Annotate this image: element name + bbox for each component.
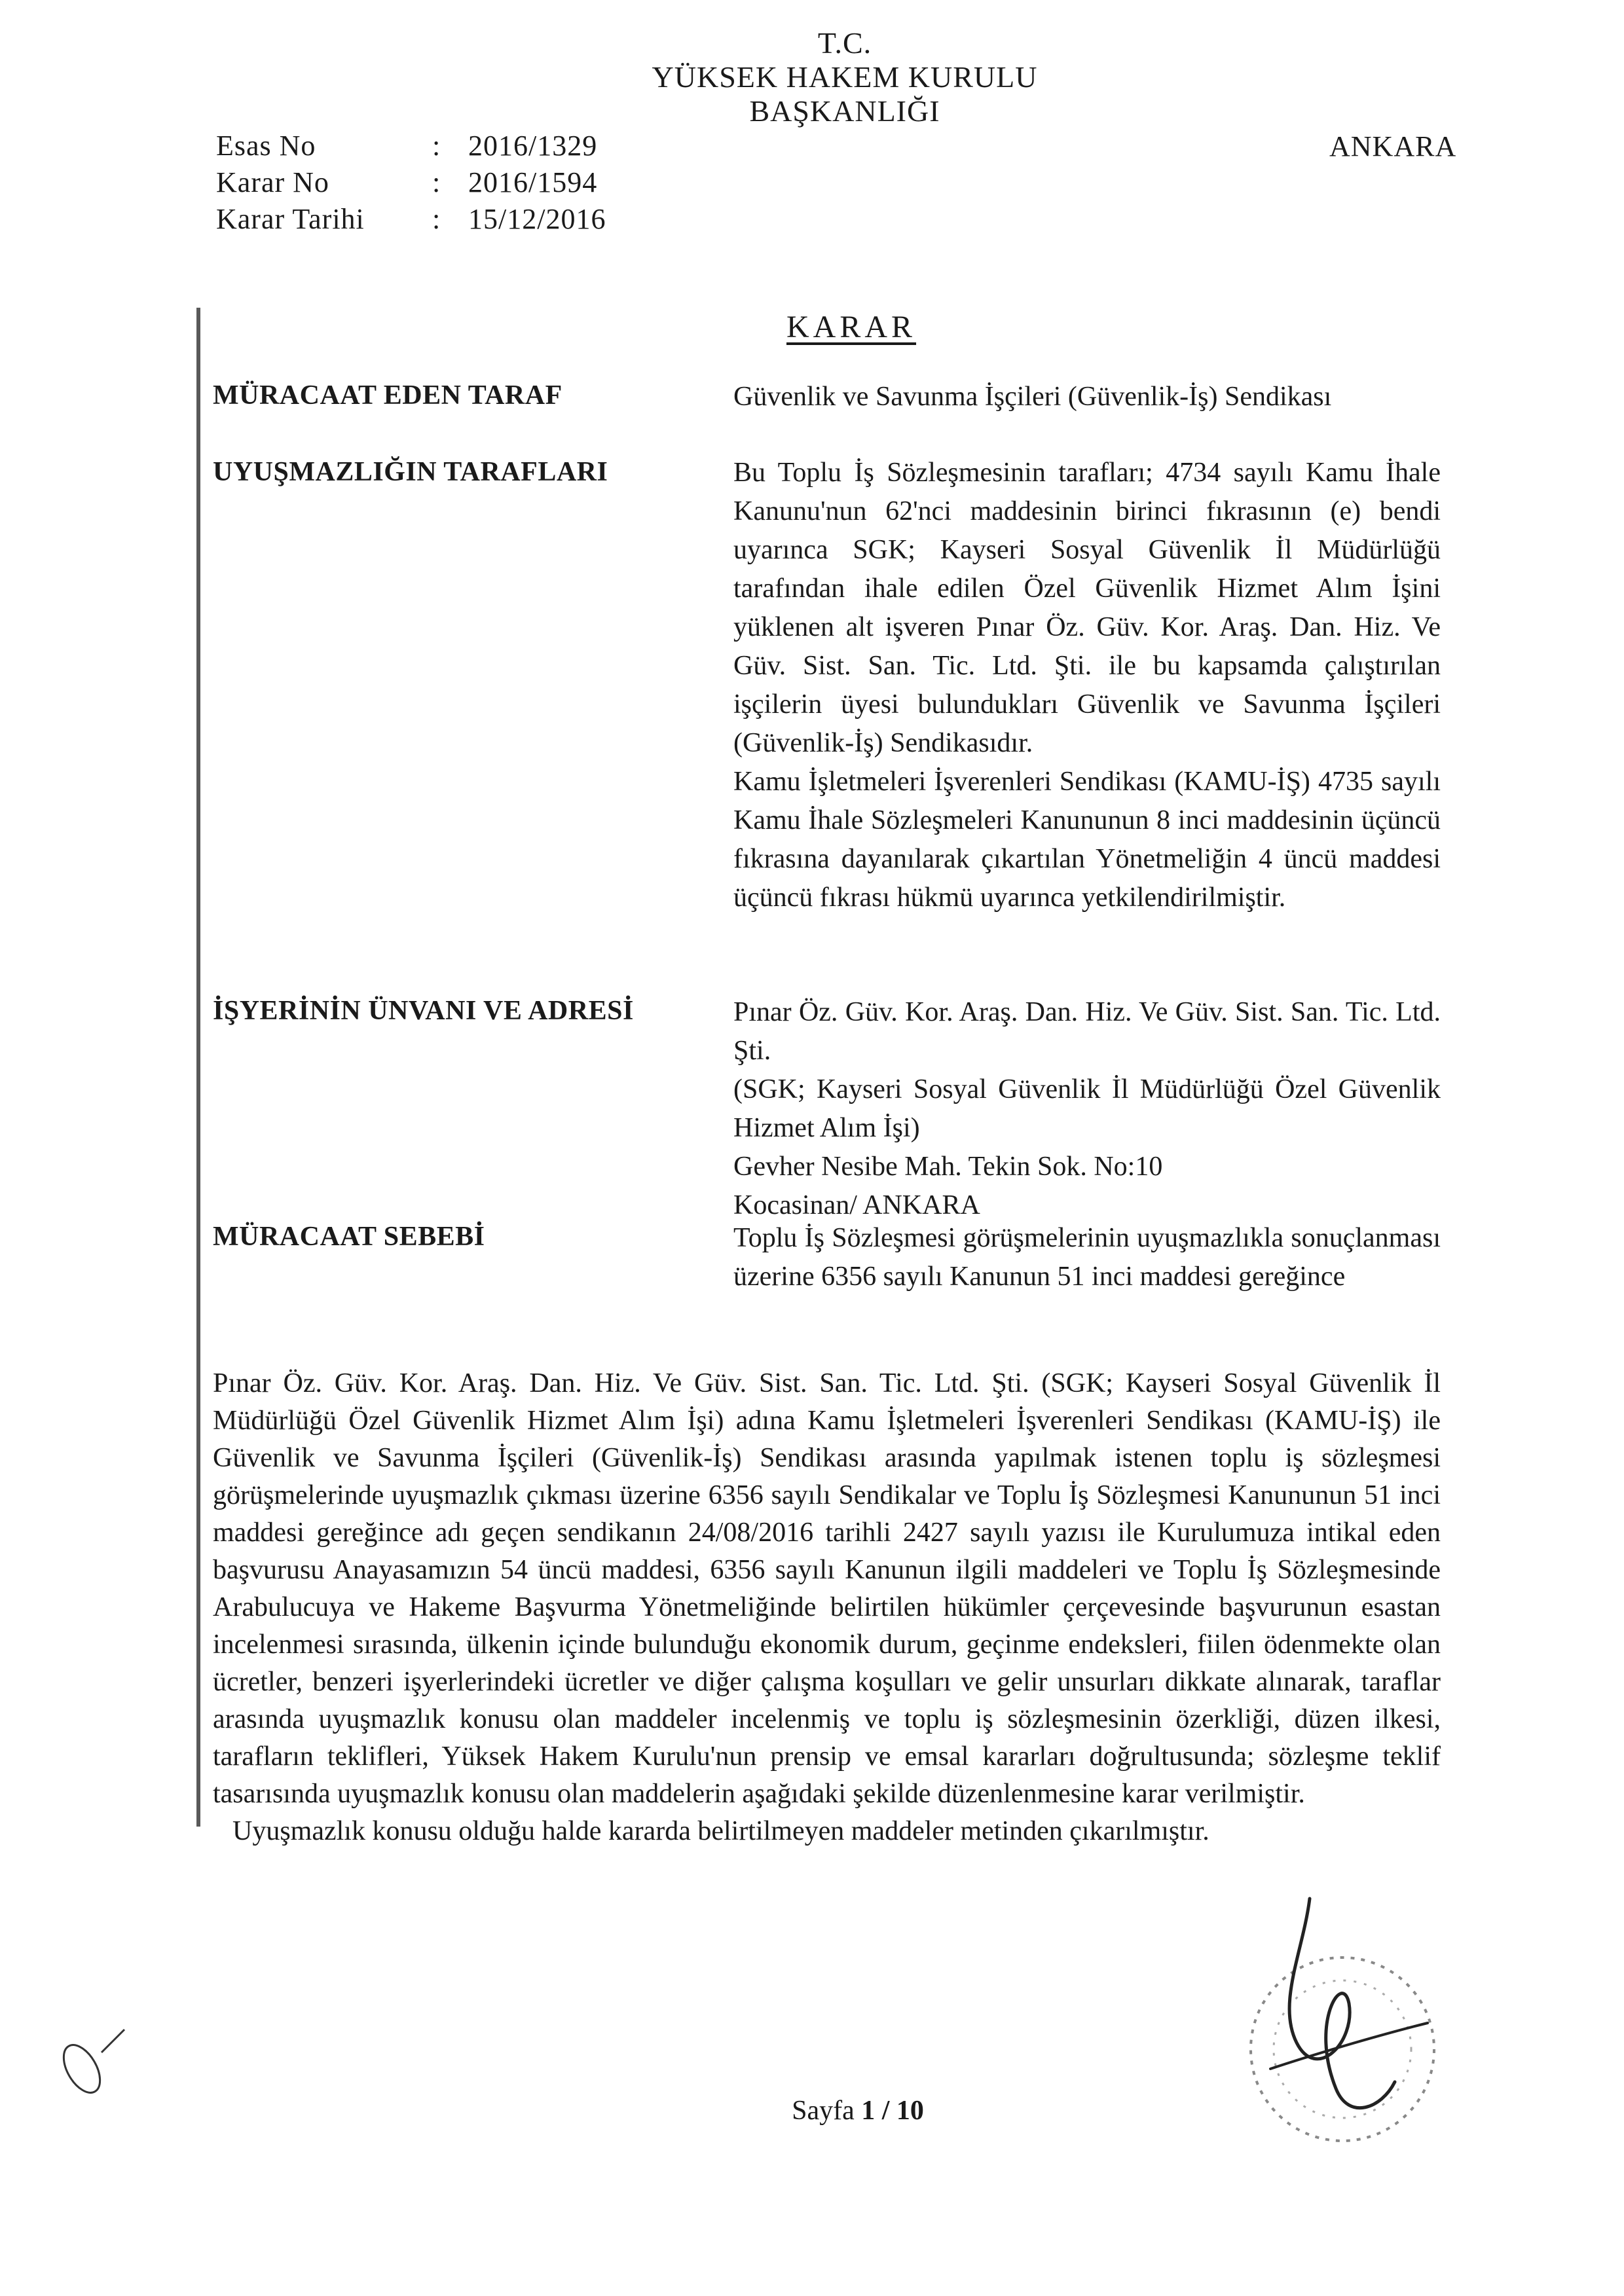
header-tc: T.C. bbox=[817, 26, 872, 60]
meta-tarih-label: Karar Tarihi bbox=[216, 203, 365, 235]
taraflar-paragraph-1: Bu Toplu İş Sözleşmesinin tarafları; 4734 sayılı Kamu İhale Kanunu'nun 62'nci maddesinin birinci fıkrasının (e) bendi uyarınca SGK; Kayseri Sosyal Güvenlik İl Müdürlüğü tarafından ihale edilen Özel Güvenlik Hizmet Alım İşini yüklenen alt işveren Pınar Öz. Güv. Kor. Araş. Dan. Hiz. Ve Güv. Sist. San. Tic. Ltd. Şti. ile bu kapsamda çalıştırılan işçilerin üyesi bulundukları Güvenlik ve Savunma İşçileri (Güvenlik-İş) Sendikasıdır. bbox=[733, 458, 1441, 758]
isyeri-address-line1: Gevher Nesibe Mah. Tekin Sok. No:10 bbox=[733, 1152, 1163, 1182]
meta-esas-value: 2016/1329 bbox=[468, 130, 598, 162]
isyeri-address-line2: Kocasinan/ ANKARA bbox=[733, 1190, 980, 1220]
page-current: 1 bbox=[861, 2096, 876, 2126]
official-stamp-signature bbox=[1231, 1872, 1454, 2177]
isyeri-name: Pınar Öz. Güv. Kor. Araş. Dan. Hiz. Ve Güv. Sist. San. Tic. Ltd. Şti. bbox=[733, 997, 1441, 1066]
label-uyusmazligin-taraflari: UYUŞMAZLIĞIN TARAFLARI bbox=[213, 457, 608, 487]
label-muracaat-eden-taraf: MÜRACAAT EDEN TARAF bbox=[213, 380, 563, 410]
left-margin-rule bbox=[196, 308, 200, 1827]
page-label: Sayfa bbox=[792, 2096, 855, 2126]
header-presidency: BAŞKANLIĞI bbox=[749, 94, 940, 128]
meta-esas-label: Esas No bbox=[216, 130, 316, 162]
decision-body bbox=[213, 1365, 1441, 1850]
page-total: 10 bbox=[896, 2096, 924, 2126]
taraflar-paragraph-2: Kamu İşletmeleri İşverenleri Sendikası (KAMU-İŞ) 4735 sayılı Kamu İhale Sözleşmeleri Kanununun 8 inci maddesinin üçüncü fıkrasına dayanılarak çıkartılan Yönetmeliğin 4 üncü maddesi üçüncü fıkrası hükmü uyarınca yetkilendirilmiştir. bbox=[733, 767, 1441, 913]
body-paragraph-2: Uyuşmazlık konusu olduğu halde kararda belirtilmeyen maddeler metinden çıkarılmıştır. bbox=[232, 1816, 1209, 1846]
value-muracaat-eden-taraf bbox=[733, 378, 1441, 416]
document-title: KARAR bbox=[786, 310, 917, 344]
value-uyusmazligin-taraflari bbox=[733, 454, 1441, 917]
meta-tarih-value: 15/12/2016 bbox=[468, 203, 606, 235]
handwritten-mark bbox=[46, 2016, 138, 2111]
label-isyeri-unvani-adresi: İŞYERİNİN ÜNVANI VE ADRESİ bbox=[213, 996, 634, 1026]
body-paragraph-1: Pınar Öz. Güv. Kor. Araş. Dan. Hiz. Ve Güv. Sist. San. Tic. Ltd. Şti. (SGK; Kayseri Sosyal Güvenlik İl Müdürlüğü Özel Güvenlik Hizmet Alım İşi) adına Kamu İşletmeleri İşverenleri Sendikası (KAMU-İŞ) ile Güvenlik ve Savunma İşçileri (Güvenlik-İş) Sendikası arasında yapılmak istenen toplu iş sözleşmesi görüşmelerinde uyuşmazlık çıkması üzerine 6356 sayılı Sendikalar ve Toplu İş Sözleşmesi Kanununun 51 inci maddesi gereğince adı geçen sendikanın 24/08/2016 tarihli 2427 sayılı yazısı ile Kurulumuza intikal eden başvurusu Anayasamızın 54 üncü maddesi, 6356 sayılı Kanunun ilgili maddeleri ve Toplu İş Sözleşmesinde Arabulucuya ve Hakeme Başvurma Yönetmeliğinde belirtilen hükümler çerçevesinde başvurunun esastan incelenmesi sırasında, ülkenin içinde bulunduğu ekonomik durum, geçinme endeksleri, fiilen ödenmekte olan ücretler, benzeri işyerlerindeki ücretler ve diğer çalışma koşulları ve gelir unsurları dikkate alınarak, taraflar arasında uyuşmazlık konusu olan maddeler incelenmiş ve toplu iş sözleşmesinin özerkliği, düzen ilkesi, tarafların teklifleri, Yüksek Hakem Kurulu'nun prensip ve emsal kararları doğrultusunda; sözleşme teklif tasarısında uyuşmazlık konusu olan maddelerin aşağıdaki şekilde düzenlenmesine karar verilmiştir. bbox=[213, 1368, 1441, 1809]
isyeri-description: (SGK; Kayseri Sosyal Güvenlik İl Müdürlüğü Özel Güvenlik Hizmet Alım İşi) bbox=[733, 1074, 1441, 1143]
meta-colon: : bbox=[432, 130, 441, 162]
sebep-text: Toplu İş Sözleşmesi görüşmelerinin uyuşmazlıkla sonuçlanması üzerine 6356 sayılı Kanunun 51 inci maddesi gereğince bbox=[733, 1223, 1441, 1292]
value-muracaat-sebebi bbox=[733, 1219, 1441, 1296]
meta-colon: : bbox=[432, 203, 441, 235]
meta-colon: : bbox=[432, 166, 441, 198]
page-number bbox=[727, 2095, 989, 2126]
page-separator: / bbox=[881, 2096, 890, 2126]
header-institution: YÜKSEK HAKEM KURULU bbox=[652, 60, 1038, 94]
label-muracaat-sebebi: MÜRACAAT SEBEBİ bbox=[213, 1222, 485, 1252]
meta-block bbox=[216, 128, 674, 246]
value-isyeri-unvani-adresi bbox=[733, 993, 1441, 1225]
meta-karar-label: Karar No bbox=[216, 166, 329, 198]
meta-karar-value: 2016/1594 bbox=[468, 166, 598, 198]
header-city: ANKARA bbox=[1329, 130, 1457, 162]
muracaat-text: Güvenlik ve Savunma İşçileri (Güvenlik-İş) Sendikası bbox=[733, 382, 1332, 412]
